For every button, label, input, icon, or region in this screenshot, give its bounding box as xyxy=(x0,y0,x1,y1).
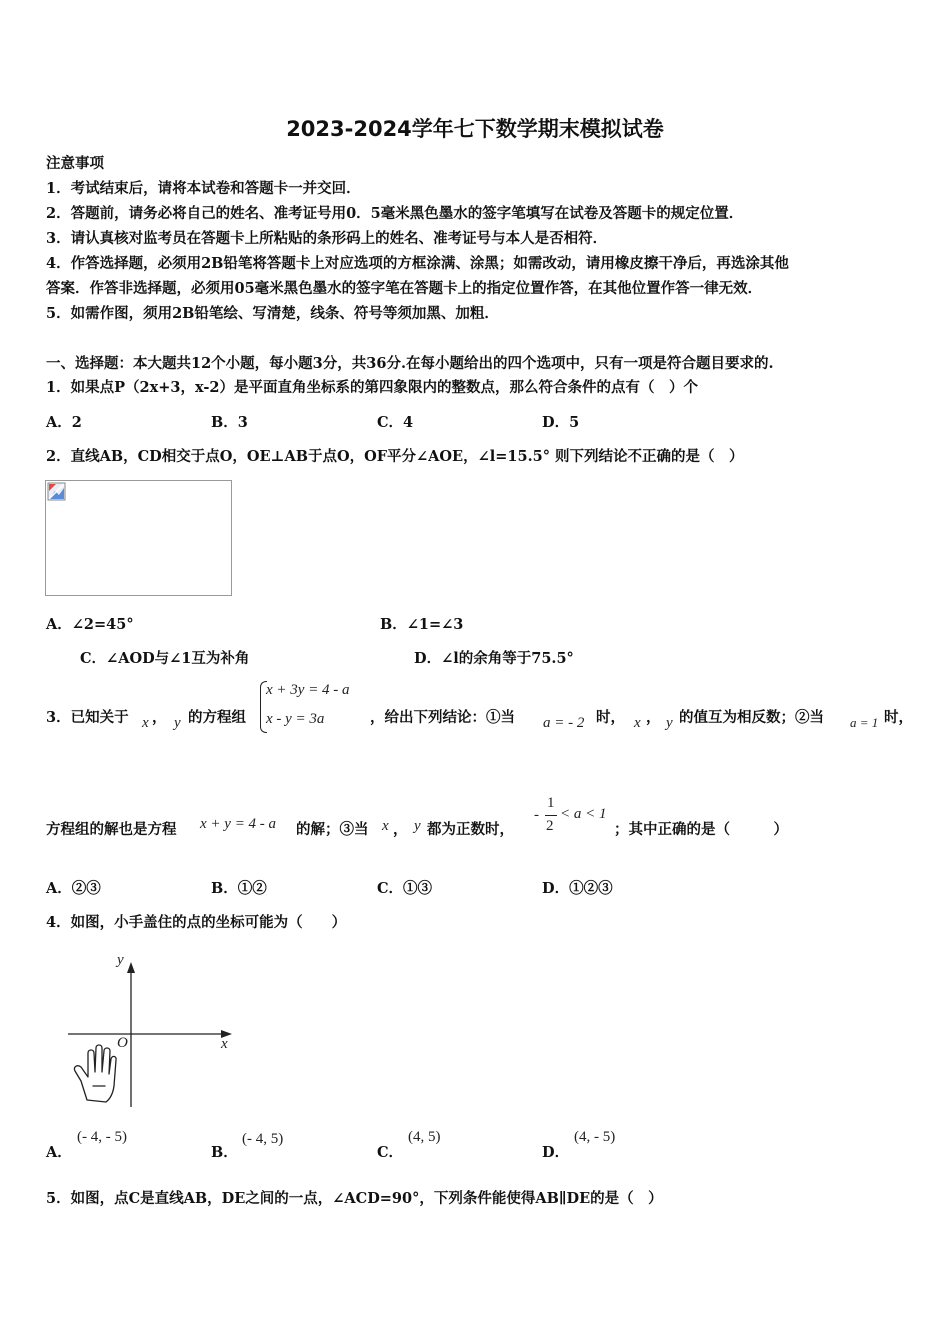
section-heading: 一、选择题：本大题共12个小题，每小题3分，共36分.在每小题给出的四个选项中，只有一项是符合题目要求的. xyxy=(46,355,774,372)
q3-condition-2: a = 1 xyxy=(850,715,879,730)
q3-var-y-2: y xyxy=(666,715,673,731)
q3-var-x-2: x xyxy=(634,715,641,731)
hand-icon xyxy=(74,1045,116,1102)
q3-condition-1: a = - 2 xyxy=(543,715,585,731)
q3-var-x: x xyxy=(142,715,149,731)
origin-label: O xyxy=(117,1035,128,1051)
y-axis-arrow xyxy=(127,962,135,973)
q3-option-b[interactable]: B．①② xyxy=(211,880,267,897)
notice-item-3: 3．请认真核对监考员在答题卡上所粘贴的条形码上的姓名、准考证号与本人是否相符． xyxy=(46,230,608,247)
q3-text-7: 方程组的解也是方程 xyxy=(46,821,177,838)
q3-comma-3: ， xyxy=(393,821,408,838)
notice-item-5: 5．如需作图，须用2B铅笔绘、写清楚，线条、符号等须加黑、加粗． xyxy=(46,305,499,322)
q3-var-y: y xyxy=(174,715,181,731)
q3-comma-1: ， xyxy=(152,709,167,726)
coordinate-figure xyxy=(60,950,240,1112)
q3-text-2: 的方程组 xyxy=(188,709,246,726)
q3-inequality: < a < 1 xyxy=(560,806,607,822)
y-axis-label: y xyxy=(117,952,124,968)
q3-text-3: ，给出下列结论：①当 xyxy=(370,709,515,726)
q3-fraction-denominator: 2 xyxy=(546,818,554,834)
q2-stem: 2．直线AB，CD相交于点O，OE⊥AB于点O，OF平分∠AOE，∠l=15.5° 则下列结论不正确的是（ ） xyxy=(46,448,744,465)
q5-stem: 5．如图，点C是直线AB，DE之间的一点，∠ACD=90°，下列条件能使得AB∥DE的是（ ） xyxy=(46,1190,663,1207)
q3-fraction-numerator: 1 xyxy=(547,795,555,811)
q4-option-b-letter[interactable]: B． xyxy=(211,1144,238,1161)
notice-item-4-cont: 答案．作答非选择题，必须用05毫米黑色墨水的签字笔在答题卡上的指定位置作答，在其他位置作答一律无效． xyxy=(46,280,763,297)
q3-fraction-bar xyxy=(545,815,557,816)
q1-option-c[interactable]: C．4 xyxy=(377,414,414,431)
x-axis-label: x xyxy=(221,1036,228,1052)
q3-text-5: 的值互为相反数；②当 xyxy=(679,709,824,726)
q3-text-6: 时， xyxy=(884,709,913,726)
q4-option-c-value[interactable]: (4, 5) xyxy=(408,1129,441,1145)
q4-option-a-letter[interactable]: A． xyxy=(46,1144,72,1161)
q2-option-c[interactable]: C．∠AOD与∠1互为补角 xyxy=(80,650,250,667)
q3-text-9: 都为正数时， xyxy=(427,821,514,838)
q3-var-x-3: x xyxy=(382,818,389,834)
notice-item-1: 1．考试结束后，请将本试卷和答题卡一并交回． xyxy=(46,180,361,197)
q3-text-8: 的解；③当 xyxy=(296,821,369,838)
page-title: 2023-2024学年七下数学期末模拟试卷 xyxy=(286,117,664,141)
q3-equation-1: x + 3y = 4 - a xyxy=(266,682,350,698)
q4-stem: 4．如图，小手盖住的点的坐标可能为（ ） xyxy=(46,914,347,931)
q3-equation-2: x - y = 3a xyxy=(266,711,325,727)
q2-figure-placeholder xyxy=(45,480,232,596)
q3-text-1: 3．已知关于 xyxy=(46,709,129,726)
q3-option-a[interactable]: A．②③ xyxy=(46,880,101,897)
notice-heading: 注意事项 xyxy=(46,155,104,172)
q4-option-c-letter[interactable]: C． xyxy=(377,1144,404,1161)
q3-option-c[interactable]: C．①③ xyxy=(377,880,433,897)
q3-equation-3: x + y = 4 - a xyxy=(200,816,277,832)
q4-option-a-value[interactable]: (- 4, - 5) xyxy=(77,1129,127,1145)
q2-option-a[interactable]: A．∠2=45° xyxy=(46,616,134,633)
notice-item-2: 2．答题前，请务必将自己的姓名、准考证号用0．5毫米黑色墨水的签字笔填写在试卷及答题卡的规定位置． xyxy=(46,205,744,222)
q4-option-d-value[interactable]: (4, - 5) xyxy=(574,1129,616,1145)
q1-option-d[interactable]: D．5 xyxy=(542,414,580,431)
q3-comma-2: ， xyxy=(646,709,661,726)
q1-option-a[interactable]: A．2 xyxy=(46,414,82,431)
broken-image-icon xyxy=(47,482,67,502)
q2-option-b[interactable]: B．∠1=∠3 xyxy=(380,616,464,633)
q4-option-b-value[interactable]: (- 4, 5) xyxy=(242,1131,284,1147)
q3-text-4: 时， xyxy=(596,709,625,726)
q1-option-b[interactable]: B．3 xyxy=(211,414,248,431)
notice-item-4: 4．作答选择题，必须用2B铅笔将答题卡上对应选项的方框涂满、涂黑；如需改动，请用橡皮擦干净后，再选涂其他 xyxy=(46,255,789,272)
q3-var-y-3: y xyxy=(414,818,421,834)
q3-text-10: ；其中正确的是（ ） xyxy=(614,821,788,838)
q3-option-d[interactable]: D．①②③ xyxy=(542,880,613,897)
q4-option-d-letter[interactable]: D． xyxy=(542,1144,570,1161)
q1-stem: 1．如果点P（2x+3，x-2）是平面直角坐标系的第四象限内的整数点，那么符合条件的点有（ ）个 xyxy=(46,379,698,396)
q3-minus-sign: - xyxy=(534,807,539,823)
q2-option-d[interactable]: D．∠l的余角等于75.5° xyxy=(414,650,574,667)
